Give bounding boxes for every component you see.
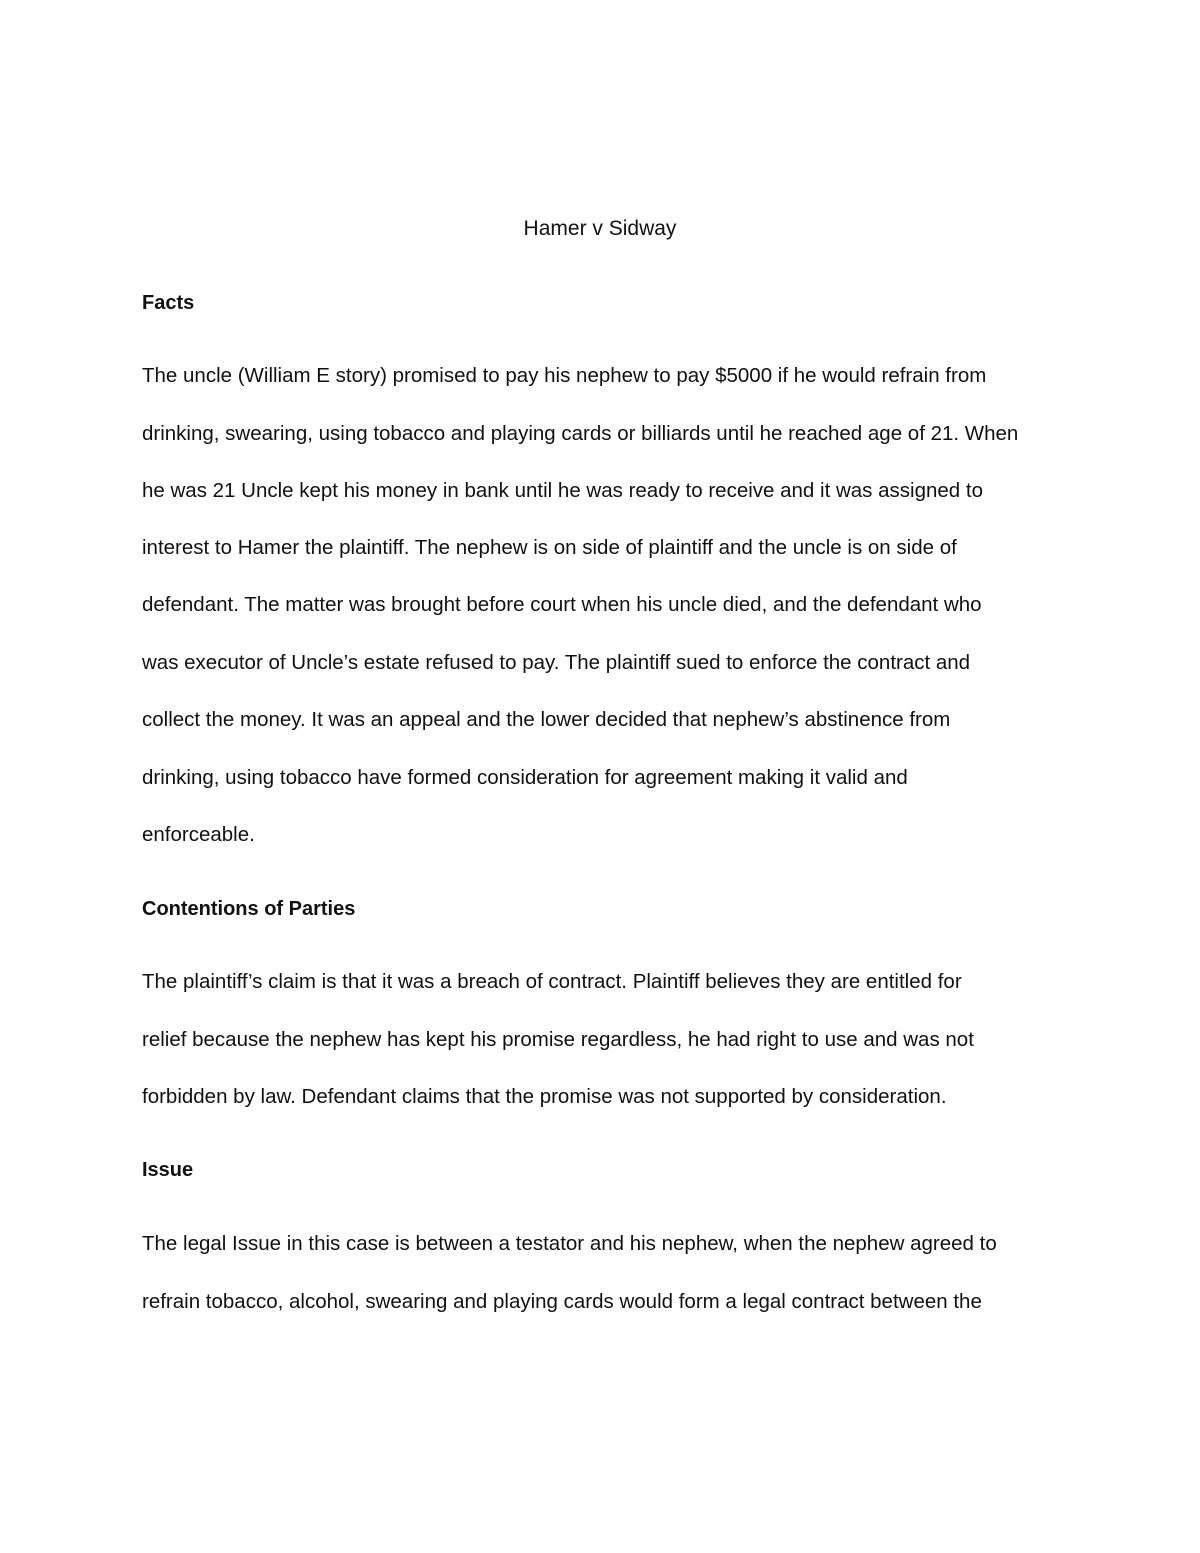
paragraph-line: drinking, swearing, using tobacco and playing cards or billiards until he reached age of 21. When xyxy=(142,422,1019,445)
paragraph-line: enforceable. xyxy=(142,823,255,846)
paragraph-line: relief because the nephew has kept his promise regardless, he had right to use and was not xyxy=(142,1028,974,1051)
paragraph-line: was executor of Uncle’s estate refused to pay. The plaintiff sued to enforce the contract and xyxy=(142,651,971,674)
section-heading-issue: Issue xyxy=(142,1159,194,1181)
paragraph-line: refrain tobacco, alcohol, swearing and playing cards would form a legal contract between the xyxy=(142,1290,982,1313)
paragraph-line: he was 21 Uncle kept his money in bank until he was ready to receive and it was assigned to xyxy=(142,479,983,502)
section-heading-facts: Facts xyxy=(142,292,195,314)
section-heading-contentions: Contentions of Parties xyxy=(142,898,356,920)
paragraph-line: collect the money. It was an appeal and the lower decided that nephew’s abstinence from xyxy=(142,708,951,731)
paragraph-line: The uncle (William E story) promised to pay his nephew to pay $5000 if he would refrain from xyxy=(142,364,987,387)
paragraph-line: drinking, using tobacco have formed consideration for agreement making it valid and xyxy=(142,766,908,789)
paragraph-line: The plaintiff’s claim is that it was a breach of contract. Plaintiff believes they are entitled for xyxy=(142,970,962,993)
paragraph-line: forbidden by law. Defendant claims that the promise was not supported by consideration. xyxy=(142,1085,947,1108)
paragraph-line: defendant. The matter was brought before court when his uncle died, and the defendant who xyxy=(142,593,982,616)
paragraph-line: The legal Issue in this case is between a testator and his nephew, when the nephew agreed to xyxy=(142,1232,997,1255)
document-title: Hamer v Sidway xyxy=(523,217,677,240)
paragraph-line: interest to Hamer the plaintiff. The nephew is on side of plaintiff and the uncle is on side of xyxy=(142,536,957,559)
